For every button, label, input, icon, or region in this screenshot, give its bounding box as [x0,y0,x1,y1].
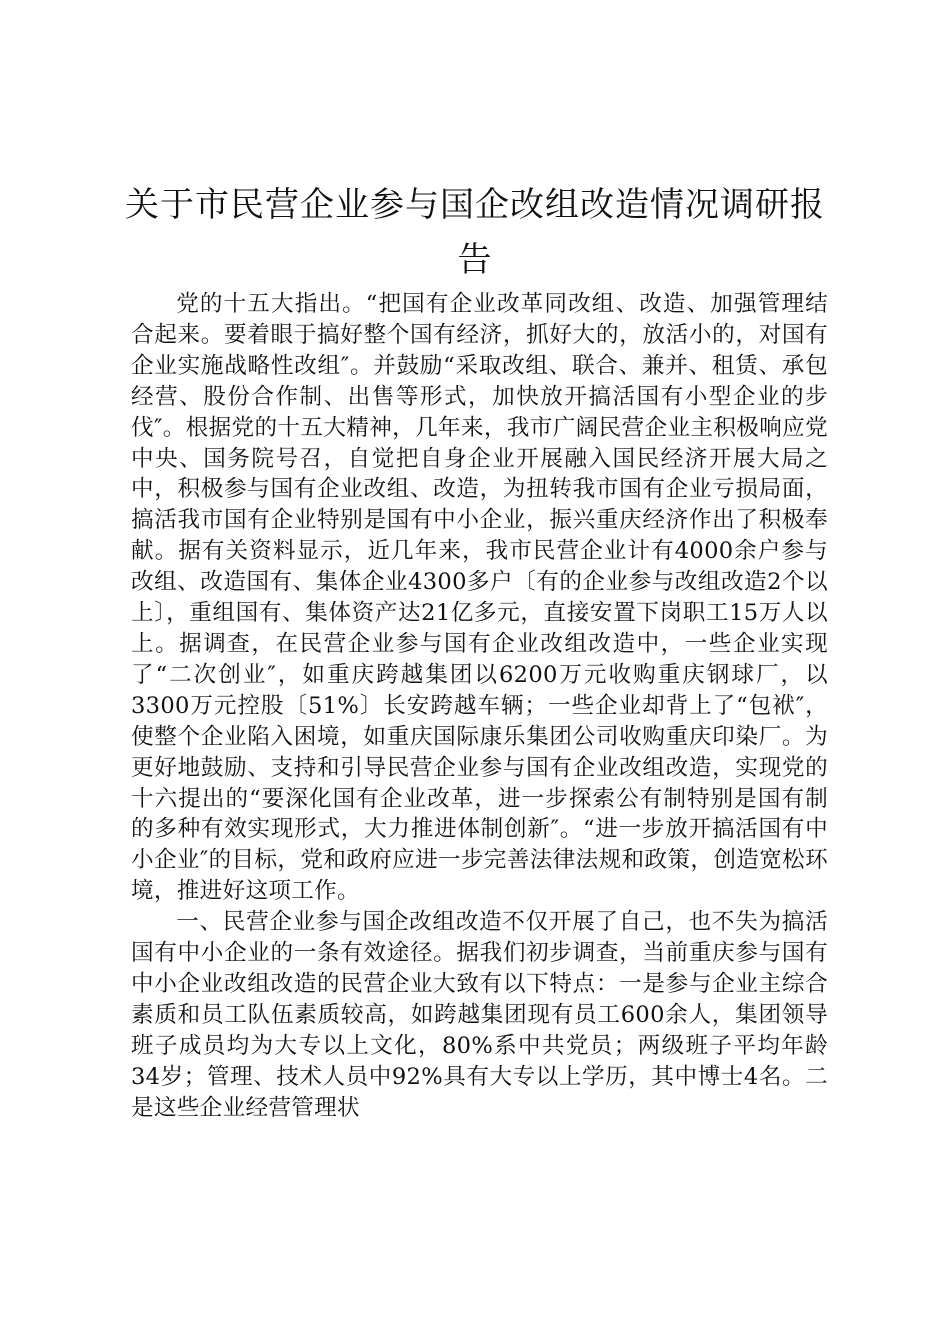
document-body [131,289,828,1123]
paragraph-intro: 党的十五大指出。“把国有企业改革同改组、改造、加强管理结合起来。要着眼于搞好整个国有经济，抓好大的，放活小的，对国有企业实施战略性改组″。并鼓励“采取改组、联合、兼并、租赁、承包经营、股份合作制、出售等形式，加快放开搞活国有小型企业的步伐″。根据党的十五大精神，几年来，我市广阔民营企业主积极响应党中央、国务院号召，自觉把自身企业开展融入国民经济开展大局之中，积极参与国有企业改组、改造，为扭转我市国有企业亏损局面，搞活我市国有企业特别是国有中小企业，振兴重庆经济作出了积极奉献。据有关资料显示，近几年来，我市民营企业计有4000余户参与改组、改造国有、集体企业4300多户〔有的企业参与改组改造2个以上〕，重组国有、集体资产达21亿多元，直接安置下岗职工15万人以上。据调查，在民营企业参与国有企业改组改造中，一些企业实现了“二次创业″，如重庆跨越集团以6200万元收购重庆钢球厂，以3300万元控股〔51%〕长安跨越车辆；一些企业却背上了“包袱″，使整个企业陷入困境，如重庆国际康乐集团公司收购重庆印染厂。为更好地鼓励、支持和引导民营企业参与国有企业改组改造，实现党的十六提出的“要深化国有企业改革，进一步探索公有制特别是国有制的多种有效实现形式，大力推进体制创新″。“进一步放开搞活国有中小企业″的目标，党和政府应进一步完善法律法规和政策，创造宽松环境，推进好这项工作。 [131,291,828,905]
paragraph-section-1: 一、民营企业参与国企改组改造不仅开展了自己，也不失为搞活国有中小企业的一条有效途径。据我们初步调查，当前重庆参与国有中小企业改组改造的民营企业大致有以下特点：一是参与企业主综合素质和员工队伍素质较高，如跨越集团现有员工600余人，集团领导班子成员均为大专以上文化，80%系中共党员；两级班子平均年龄34岁；管理、技术人员中92%具有大专以上学历，其中博士4名。二是这些企业经营管理状 [131,909,828,1121]
document-title: 关于市民营企业参与国企改组改造情况调研报告 [125,185,825,280]
